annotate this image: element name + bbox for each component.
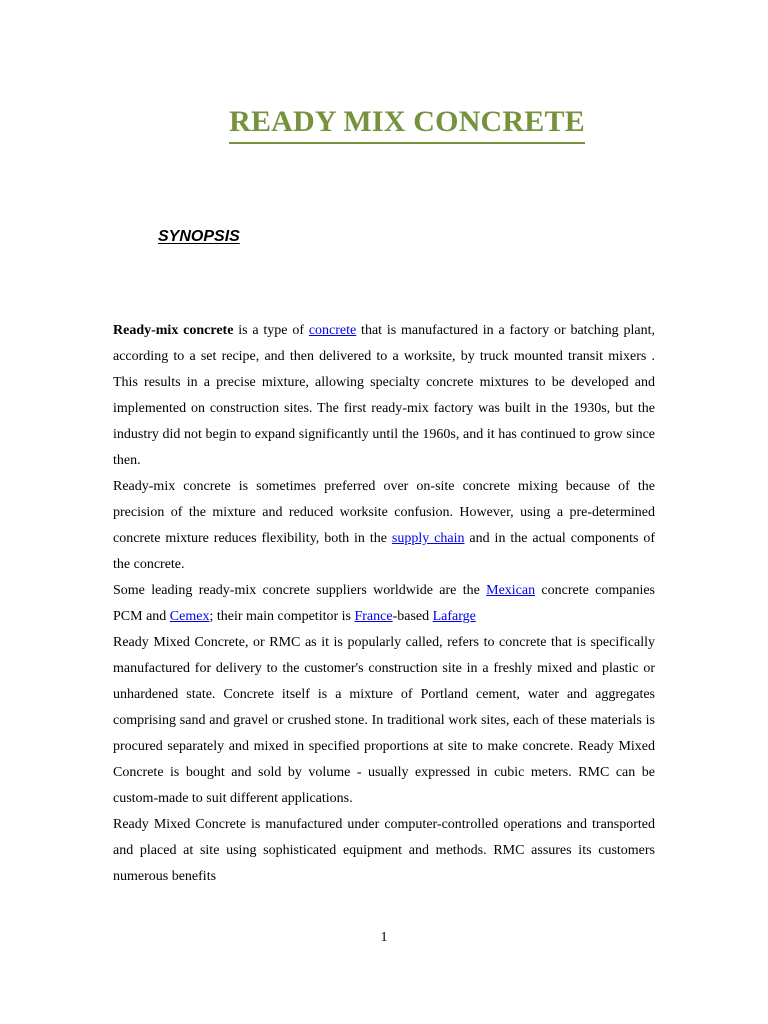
link-concrete[interactable]: concrete <box>308 323 357 338</box>
paragraph-text: -based <box>392 609 433 624</box>
paragraph-text: that is manufactured in a factory or batching plant, according to a set recipe, and then delivered to a worksite, by truck mounted transit mixers . This results in a precise mixture, allowing specialty concrete mixtures to be developed and implemented on construction sites. The first ready-mix factory was built in the 1930s, but the industry did not begin to expand significantly until the 1960s, and it has continued to grow since then. <box>113 323 655 468</box>
link-france[interactable]: France <box>354 609 393 624</box>
bold-lead-term: Ready-mix concrete <box>113 323 234 338</box>
synopsis-heading: SYNOPSIS <box>158 228 240 245</box>
paragraph-text: and in the actual components of the concrete. <box>113 531 655 572</box>
paragraph-2 <box>113 474 655 578</box>
link-supply-chain[interactable]: supply chain <box>391 531 465 546</box>
document-title <box>0 102 768 144</box>
paragraph-text: concrete companies PCM and <box>113 583 656 624</box>
paragraph-text: ; their main competitor is <box>209 609 355 624</box>
document-title-text: READY MIX CONCRETE <box>229 104 585 144</box>
paragraph-text: Some leading ready-mix concrete suppliers worldwide are the <box>113 583 487 598</box>
paragraph-text: Ready Mixed Concrete is manufactured under computer-controlled operations and transported and placed at site using sophisticated equipment and methods. RMC assures its customers numerous benefits <box>113 817 655 884</box>
link-lafarge[interactable]: Lafarge <box>432 609 476 624</box>
document-body <box>113 318 655 890</box>
paragraph-text: Ready-mix concrete is sometimes preferred over on-site concrete mixing because of the precision of the mixture and reduced worksite confusion. However, using a pre-determined concrete mixture reduces flexibility, both in the <box>113 479 655 546</box>
paragraph-3 <box>113 578 655 630</box>
paragraph-1 <box>113 318 655 474</box>
paragraph-4 <box>113 630 655 812</box>
paragraph-text: is a type of <box>233 323 309 338</box>
link-mexican[interactable]: Mexican <box>486 583 536 598</box>
page-number: 1 <box>380 930 388 945</box>
paragraph-5 <box>113 812 655 890</box>
link-cemex[interactable]: Cemex <box>169 609 210 624</box>
paragraph-text: Ready Mixed Concrete, or RMC as it is popularly called, refers to concrete that is specifically manufactured for delivery to the customer's construction site in a freshly mixed and plastic or unhardened state. Concrete itself is a mixture of Portland cement, water and aggregates comprising sand and gravel or crushed stone. In traditional work sites, each of these materials is procured separately and mixed in specified proportions at site to make concrete. Ready Mixed Concrete is bought and sold by volume - usually expressed in cubic meters. RMC can be custom-made to suit different applications. <box>113 635 655 806</box>
